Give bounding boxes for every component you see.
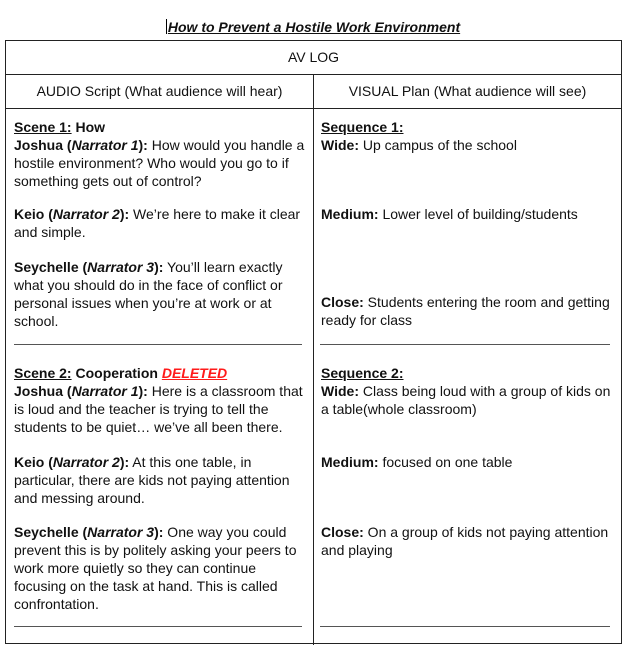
sequence1-shot1-type: Wide: — [321, 137, 359, 153]
sequence2-divider — [320, 626, 610, 627]
sequence2-label: Sequence 2: — [321, 365, 404, 381]
audio-column-header: AUDIO Script (What audience will hear) — [36, 83, 283, 99]
sequence2-shot2-text: focused on one table — [378, 454, 513, 470]
sequence1-shot2 — [321, 205, 616, 223]
scene1-line3-speaker: Seychelle — [14, 259, 79, 275]
sequence2-shot1-type: Wide: — [321, 383, 359, 399]
scene2-heading-block: Scene 2: Cooperation DELETED Joshua (Narrator 1): Here is a classroom that is loud and the teacher is trying to tell the students to be quiet… we’ve all been there. — [14, 365, 303, 435]
sequence1-shot2-type: Medium: — [321, 206, 379, 222]
sequence1-label: Sequence 1: — [321, 119, 404, 135]
document-title — [0, 19, 626, 35]
scene2-line1-speaker: Joshua — [14, 383, 64, 399]
sequence1-divider — [320, 344, 610, 345]
scene1-heading-block: Scene 1: How Joshua (Narrator 1): How would you handle a hostile environment? Who would you go to if something gets out of control? — [14, 119, 305, 189]
column-divider — [313, 75, 314, 645]
scene1-name: How — [71, 119, 106, 135]
sequence2-shot3 — [321, 523, 616, 559]
sequence1-shot2-text: Lower level of building/students — [378, 206, 578, 222]
sequence2-shot2 — [321, 453, 616, 471]
scene2-label: Scene 2: — [14, 365, 72, 381]
sequence2-shot1-text: Class being loud with a group of kids on a table(whole classroom) — [321, 383, 611, 417]
scene1-label: Scene 1: — [14, 119, 72, 135]
scene2-line1-role: Narrator 1 — [71, 383, 139, 399]
scene2-line1-text: Here is a classroom that is loud and the teacher is trying to tell the students to be quiet… we’ve all been there. — [14, 383, 303, 435]
scene1-line2-speaker: Keio — [14, 206, 45, 222]
scene1-divider — [14, 344, 302, 345]
scene2-divider — [14, 626, 302, 627]
scene1-line3: Seychelle (Narrator 3): You’ll learn exactly what you should do in the face of conflict or personal issues when you’re at work or at school. — [14, 259, 283, 329]
scene1-line2: Keio (Narrator 2): We’re here to make it clear and simple. — [14, 206, 301, 240]
scene2-name: Cooperation — [71, 365, 162, 381]
sequence1-shot1-text: Up campus of the school — [358, 137, 517, 153]
visual-column-header: VISUAL Plan (What audience will see) — [348, 83, 587, 99]
av-log-header: AV LOG — [6, 41, 621, 75]
scene2-line2: Keio (Narrator 2): At this one table, in particular, there are kids not paying attention and messing around. — [14, 454, 290, 506]
scene2-deleted-flag: DELETED — [161, 365, 228, 381]
scene2-line3-role: Narrator 3 — [87, 524, 155, 540]
scene1-line3-text: You’ll learn exactly what you should do in the face of conflict or personal issues when you’re at work or at school. — [14, 259, 283, 329]
scene2-line3-text: One way you could prevent this is by politely asking your peers to work more quietly so they can continue focusing on the task at hand. This is called confrontation. — [14, 524, 297, 612]
sequence1-shot3-type: Close: — [321, 294, 364, 310]
scene2-line2-speaker: Keio — [14, 454, 45, 470]
document-title-text: How to Prevent a Hostile Work Environment — [167, 19, 461, 35]
sequence1-heading-block — [321, 118, 616, 154]
text-cursor — [166, 19, 167, 34]
scene2-line3: Seychelle (Narrator 3): One way you could prevent this is by politely asking your peers to work more quietly so they can continue focusing on the task at hand. This is called confrontation. — [14, 524, 297, 612]
scene2-line3-speaker: Seychelle — [14, 524, 79, 540]
scene1-line1-text: How would you handle a hostile environment? Who would you go to if something gets out of control? — [14, 137, 305, 189]
sequence2-shot3-text: On a group of kids not paying attention and playing — [321, 524, 609, 558]
scene1-line3-role: Narrator 3 — [87, 259, 155, 275]
sequence2-shot2-type: Medium: — [321, 454, 379, 470]
scene1-line1-speaker: Joshua — [14, 137, 64, 153]
scene1-line2-role: Narrator 2 — [52, 206, 120, 222]
sequence2-heading-block — [321, 364, 616, 418]
scene2-line2-role: Narrator 2 — [52, 454, 120, 470]
scene1-line1-role: Narrator 1 — [71, 137, 139, 153]
sequence1-shot3 — [321, 293, 616, 329]
sequence2-shot3-type: Close: — [321, 524, 364, 540]
scene2-line2-text: At this one table, in particular, there are kids not paying attention and messing around. — [14, 454, 290, 506]
sequence1-shot3-text: Students entering the room and getting ready for class — [321, 294, 610, 328]
scene1-line2-text: We’re here to make it clear and simple. — [14, 206, 301, 240]
av-log-table — [5, 40, 622, 644]
